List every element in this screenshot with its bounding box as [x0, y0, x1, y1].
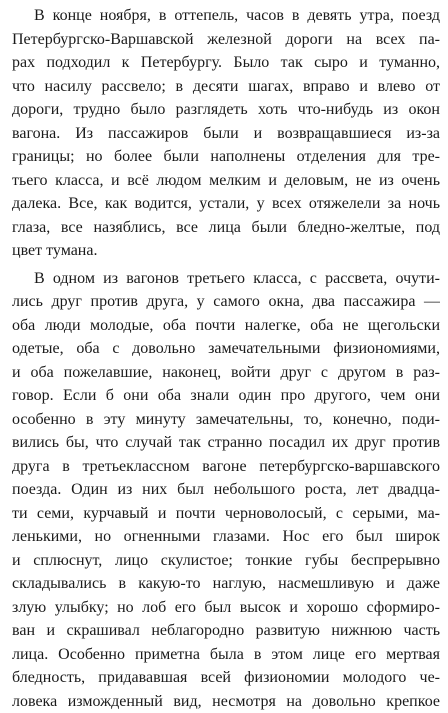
- text-line: складывались в какую-то наглую, насмешливую и даже: [12, 572, 440, 596]
- text-line: оба люди молодые, оба почти налегке, оба не щегольски: [12, 314, 440, 338]
- text-line: говор. Если б они оба знали один про другого, чем они: [12, 384, 440, 408]
- paragraph-2: [12, 267, 440, 713]
- text-line: дороги, трудно было разглядеть хоть что-нибудь из окон: [12, 98, 440, 122]
- text-line: бледность, придававшая всей физиономии молодого че-: [12, 666, 440, 690]
- text-line: и сплюснут, лицо скулистое; тонкие губы беспрерывно: [12, 549, 440, 573]
- text-line: В конце ноября, в оттепель, часов в девять утра, поезд: [12, 4, 440, 28]
- text-line: вились бы, что случай так странно посадил их друг против: [12, 431, 440, 455]
- text-line: одетые, оба с довольно замечательными физиономиями,: [12, 337, 440, 361]
- text-line: далека. Все, как водится, устали, у всех отяжелели за ночь: [12, 192, 440, 216]
- text-line: тьего класса, и всё людом мелким и деловым, не из очень: [12, 169, 440, 193]
- text-line: рах подходил к Петербургу. Было так сыро и туманно,: [12, 51, 440, 75]
- text-line: что насилу рассвело; в десяти шагах, вправо и влево от: [12, 75, 440, 99]
- text-line: злую улыбку; но лоб его был высок и хорошо сформиро-: [12, 596, 440, 620]
- text-line: границы; но более были наполнены отделения для тре-: [12, 145, 440, 169]
- text-line: Петербургско-Варшавской железной дороги на всех па-: [12, 28, 440, 52]
- text-line: ленькими, но огненными глазами. Нос его был широк: [12, 525, 440, 549]
- text-line: и оба пожелавшие, наконец, войти друг с другом в раз-: [12, 361, 440, 385]
- text-line: глаза, все назяблись, все лица были бледно-желтые, под: [12, 216, 440, 240]
- paragraph-1: [12, 4, 440, 263]
- text-line: вагона. Из пассажиров были и возвращавшиеся из-за: [12, 122, 440, 146]
- text-line: друга в третьеклассном вагоне петербургско-варшавского: [12, 455, 440, 479]
- text-line: лись друг против друга, у самого окна, два пассажира —: [12, 290, 440, 314]
- text-line: лица. Особенно приметна была в этом лице его мертвая: [12, 643, 440, 667]
- text-line: ван и скрашивал неблагородно развитую нижнюю часть: [12, 619, 440, 643]
- text-line: поезда. Один из них был небольшого роста, лет двадца-: [12, 478, 440, 502]
- text-line: ти семи, курчавый и почти черноволосый, с серыми, ма-: [12, 502, 440, 526]
- text-line: ловека изможденный вид, несмотря на довольно крепкое: [12, 690, 440, 713]
- book-page: [12, 4, 440, 713]
- text-line: цвет тумана.: [12, 239, 440, 263]
- text-line: особенно в эту минуту замечательны, то, конечно, поди-: [12, 408, 440, 432]
- text-line: В одном из вагонов третьего класса, с рассвета, очути-: [12, 267, 440, 291]
